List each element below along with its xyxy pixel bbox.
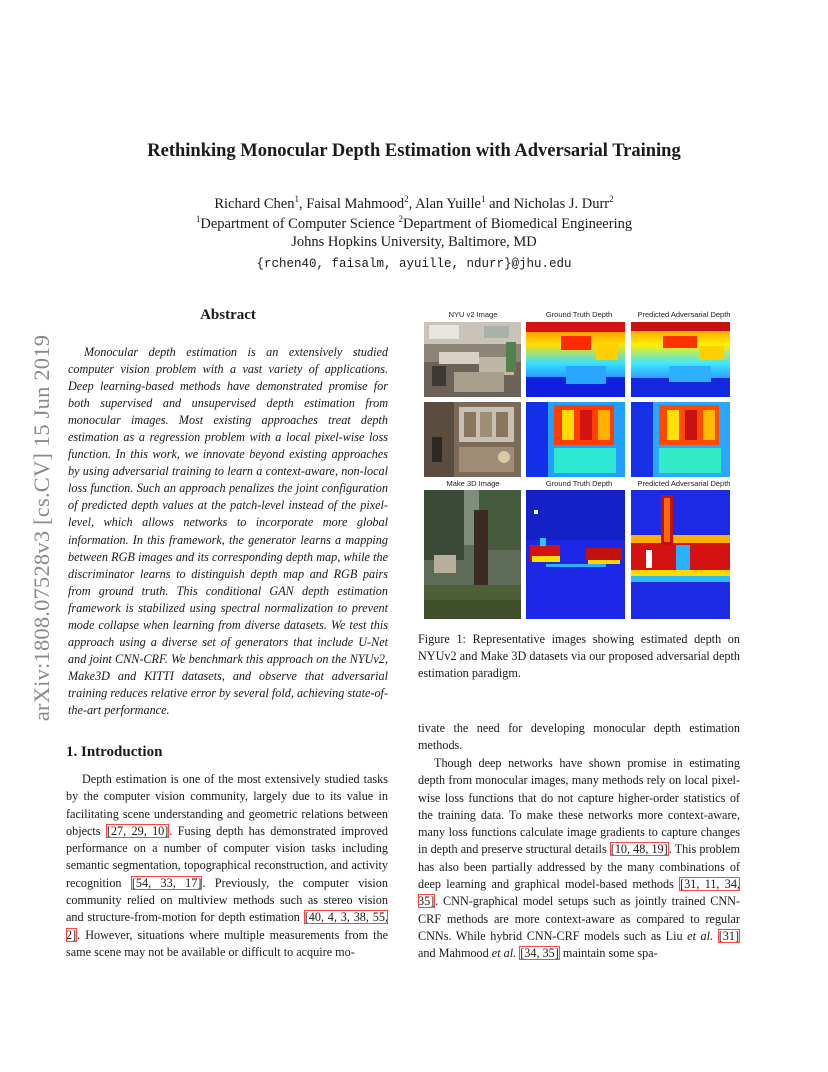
text: . Fusing depth has demonstrated improved performance on a number of computer vision tasks including semantic segmentation, topographical reconstruction, and activity recognition	[66, 823, 388, 890]
fig-label-pred-depth: Predicted Adversarial Depth	[637, 310, 731, 319]
text: Though deep networks have shown promise in estimating depth from monocular images, many methods rely on local pixel-wise loss functions that do not capture higher-order statistics of the training data. To make these networks more context-aware, many loss functions calculate image gradients to capture changes in depth and preserve structural details	[418, 756, 740, 857]
nyu-rgb-image-2	[424, 402, 521, 477]
citation-link[interactable]: [31]	[718, 928, 740, 943]
author-affil-sup: 1	[294, 194, 299, 204]
citation-link[interactable]: [54, 33, 17]	[131, 875, 202, 890]
intro-paragraph-left	[66, 771, 388, 961]
affiliation-line	[0, 214, 828, 233]
make3d-pred-depth	[631, 490, 730, 619]
intro-paragraph-continued: tivate the need for developing monocular depth estimation methods.	[418, 721, 740, 753]
author-affil-sup: 2	[609, 194, 614, 204]
text-emph: et al.	[687, 928, 714, 943]
author-name: , Faisal Mahmood	[299, 195, 405, 212]
author-affil-sup: 1	[480, 194, 486, 204]
abstract-body: Monocular depth estimation is an extensively studied computer vision problem with a vast variety of applications. Deep learning-based methods have demonstrated promise for both supervised and unsupervised depth estimation from monocular images. Most existing approaches treat depth estimation as a regression problem with a local pixel-wise loss function. In this work, we innovate beyond existing approaches by using adversarial training to learn a context-aware, non-local loss function. Such an approach penalizes the joint configuration of predicted depth values at the patch-level instead of the pixel-level, which allows networks to incorporate more global information. In this framework, the generator learns a mapping between RGB images and its corresponding depth map, while the discriminator learns to distinguish depth map and RGB pairs from ground truth. This conditional GAN depth estimation framework is stabilized using spectral normalization to prevent mode collapse when learning from diverse datasets. We test this approach using a diverse set of generators that include U-Net and joint CNN-CRF. We benchmark this approach on the NYUv2, Make3D and KITTI datasets, and observe that adversarial training reduces relative error by several fold, achieving state-of-the-art performance.	[68, 345, 388, 717]
text-emph: et al.	[491, 946, 517, 961]
intro-paragraph-right	[418, 755, 740, 963]
text: . However, situations where multiple measurements from the same scene may not be available or difficult to acquire mo-	[66, 927, 388, 959]
fig-label-gt-depth: Ground Truth Depth	[545, 310, 613, 319]
affil-sup: 1	[195, 214, 201, 224]
nyu-rgb-image-1	[424, 322, 521, 397]
citation-link[interactable]: [31, 11, 34, 35]	[418, 877, 740, 909]
text: . This problem has also been partially addressed by the many combinations of deep learning and graphical model-based methods	[418, 842, 740, 892]
make3d-rgb-image	[424, 490, 521, 619]
intro-heading: 1. Introduction	[66, 744, 163, 760]
arxiv-stamp: arXiv:1808.07528v3 [cs.CV] 15 Jun 2019	[29, 334, 54, 722]
nyu-pred-depth-2	[631, 402, 730, 477]
author-name: and Nicholas J. Durr	[485, 195, 610, 212]
text: . CNN-graphical model setups such as jointly trained CNN-CRF methods are more context-aware as compared to regular CNNs. While hybrid CNN-CRF models such as Liu	[418, 894, 740, 943]
citation-link[interactable]: [40, 4, 3, 38, 55, 2]	[66, 910, 388, 942]
text: Depth estimation is one of the most extensively studied tasks by the computer vision community, largely due to its value in facilitating scene understanding and geometric relations between objects	[66, 772, 388, 838]
fig-label-nyu-image: NYU v2 Image	[448, 310, 498, 319]
fig-label-make3d-image: Make 3D Image	[446, 479, 500, 488]
abstract-heading: Abstract	[200, 307, 256, 323]
email-line: {rchen40, faisalm, ayuille, ndurr}@jhu.edu	[256, 257, 572, 271]
make3d-gt-depth	[526, 490, 625, 619]
affil-dept: Department of Biomedical Engineering	[403, 215, 633, 232]
text: . Previously, the computer vision community relied on multiview methods such as stereo vision and structure-from-motion for depth estimation	[66, 875, 388, 925]
paper-title: Rethinking Monocular Depth Estimation with Adversarial Training	[147, 141, 681, 161]
nyu-gt-depth-2	[526, 402, 625, 477]
citation-link[interactable]: [34, 35]	[520, 946, 559, 961]
affil-dept: Department of Computer Science	[200, 215, 399, 232]
text	[713, 929, 718, 943]
citation-link[interactable]: [10, 48, 19]	[610, 842, 668, 857]
citation-link[interactable]: [27, 29, 10]	[106, 823, 169, 838]
fig-label-pred-depth: Predicted Adversarial Depth	[637, 479, 731, 488]
figure-1-caption: Figure 1: Representative images showing estimated depth on NYUv2 and Make 3D datasets via our proposed adversarial depth estimation paradigm.	[418, 632, 740, 681]
nyu-gt-depth-1	[526, 322, 625, 397]
author-line	[0, 194, 828, 213]
fig-label-gt-depth: Ground Truth Depth	[545, 479, 613, 488]
text: maintain some spa-	[559, 946, 658, 961]
affil-sup: 2	[398, 214, 403, 224]
figure-1	[420, 307, 740, 622]
nyu-pred-depth-1	[631, 322, 730, 397]
author-name: Richard Chen	[214, 195, 295, 212]
author-affil-sup: 2	[404, 194, 409, 204]
text: and Mahmood	[418, 946, 492, 961]
author-name: , Alan Yuille	[408, 195, 481, 212]
university-line: Johns Hopkins University, Baltimore, MD	[291, 234, 537, 250]
